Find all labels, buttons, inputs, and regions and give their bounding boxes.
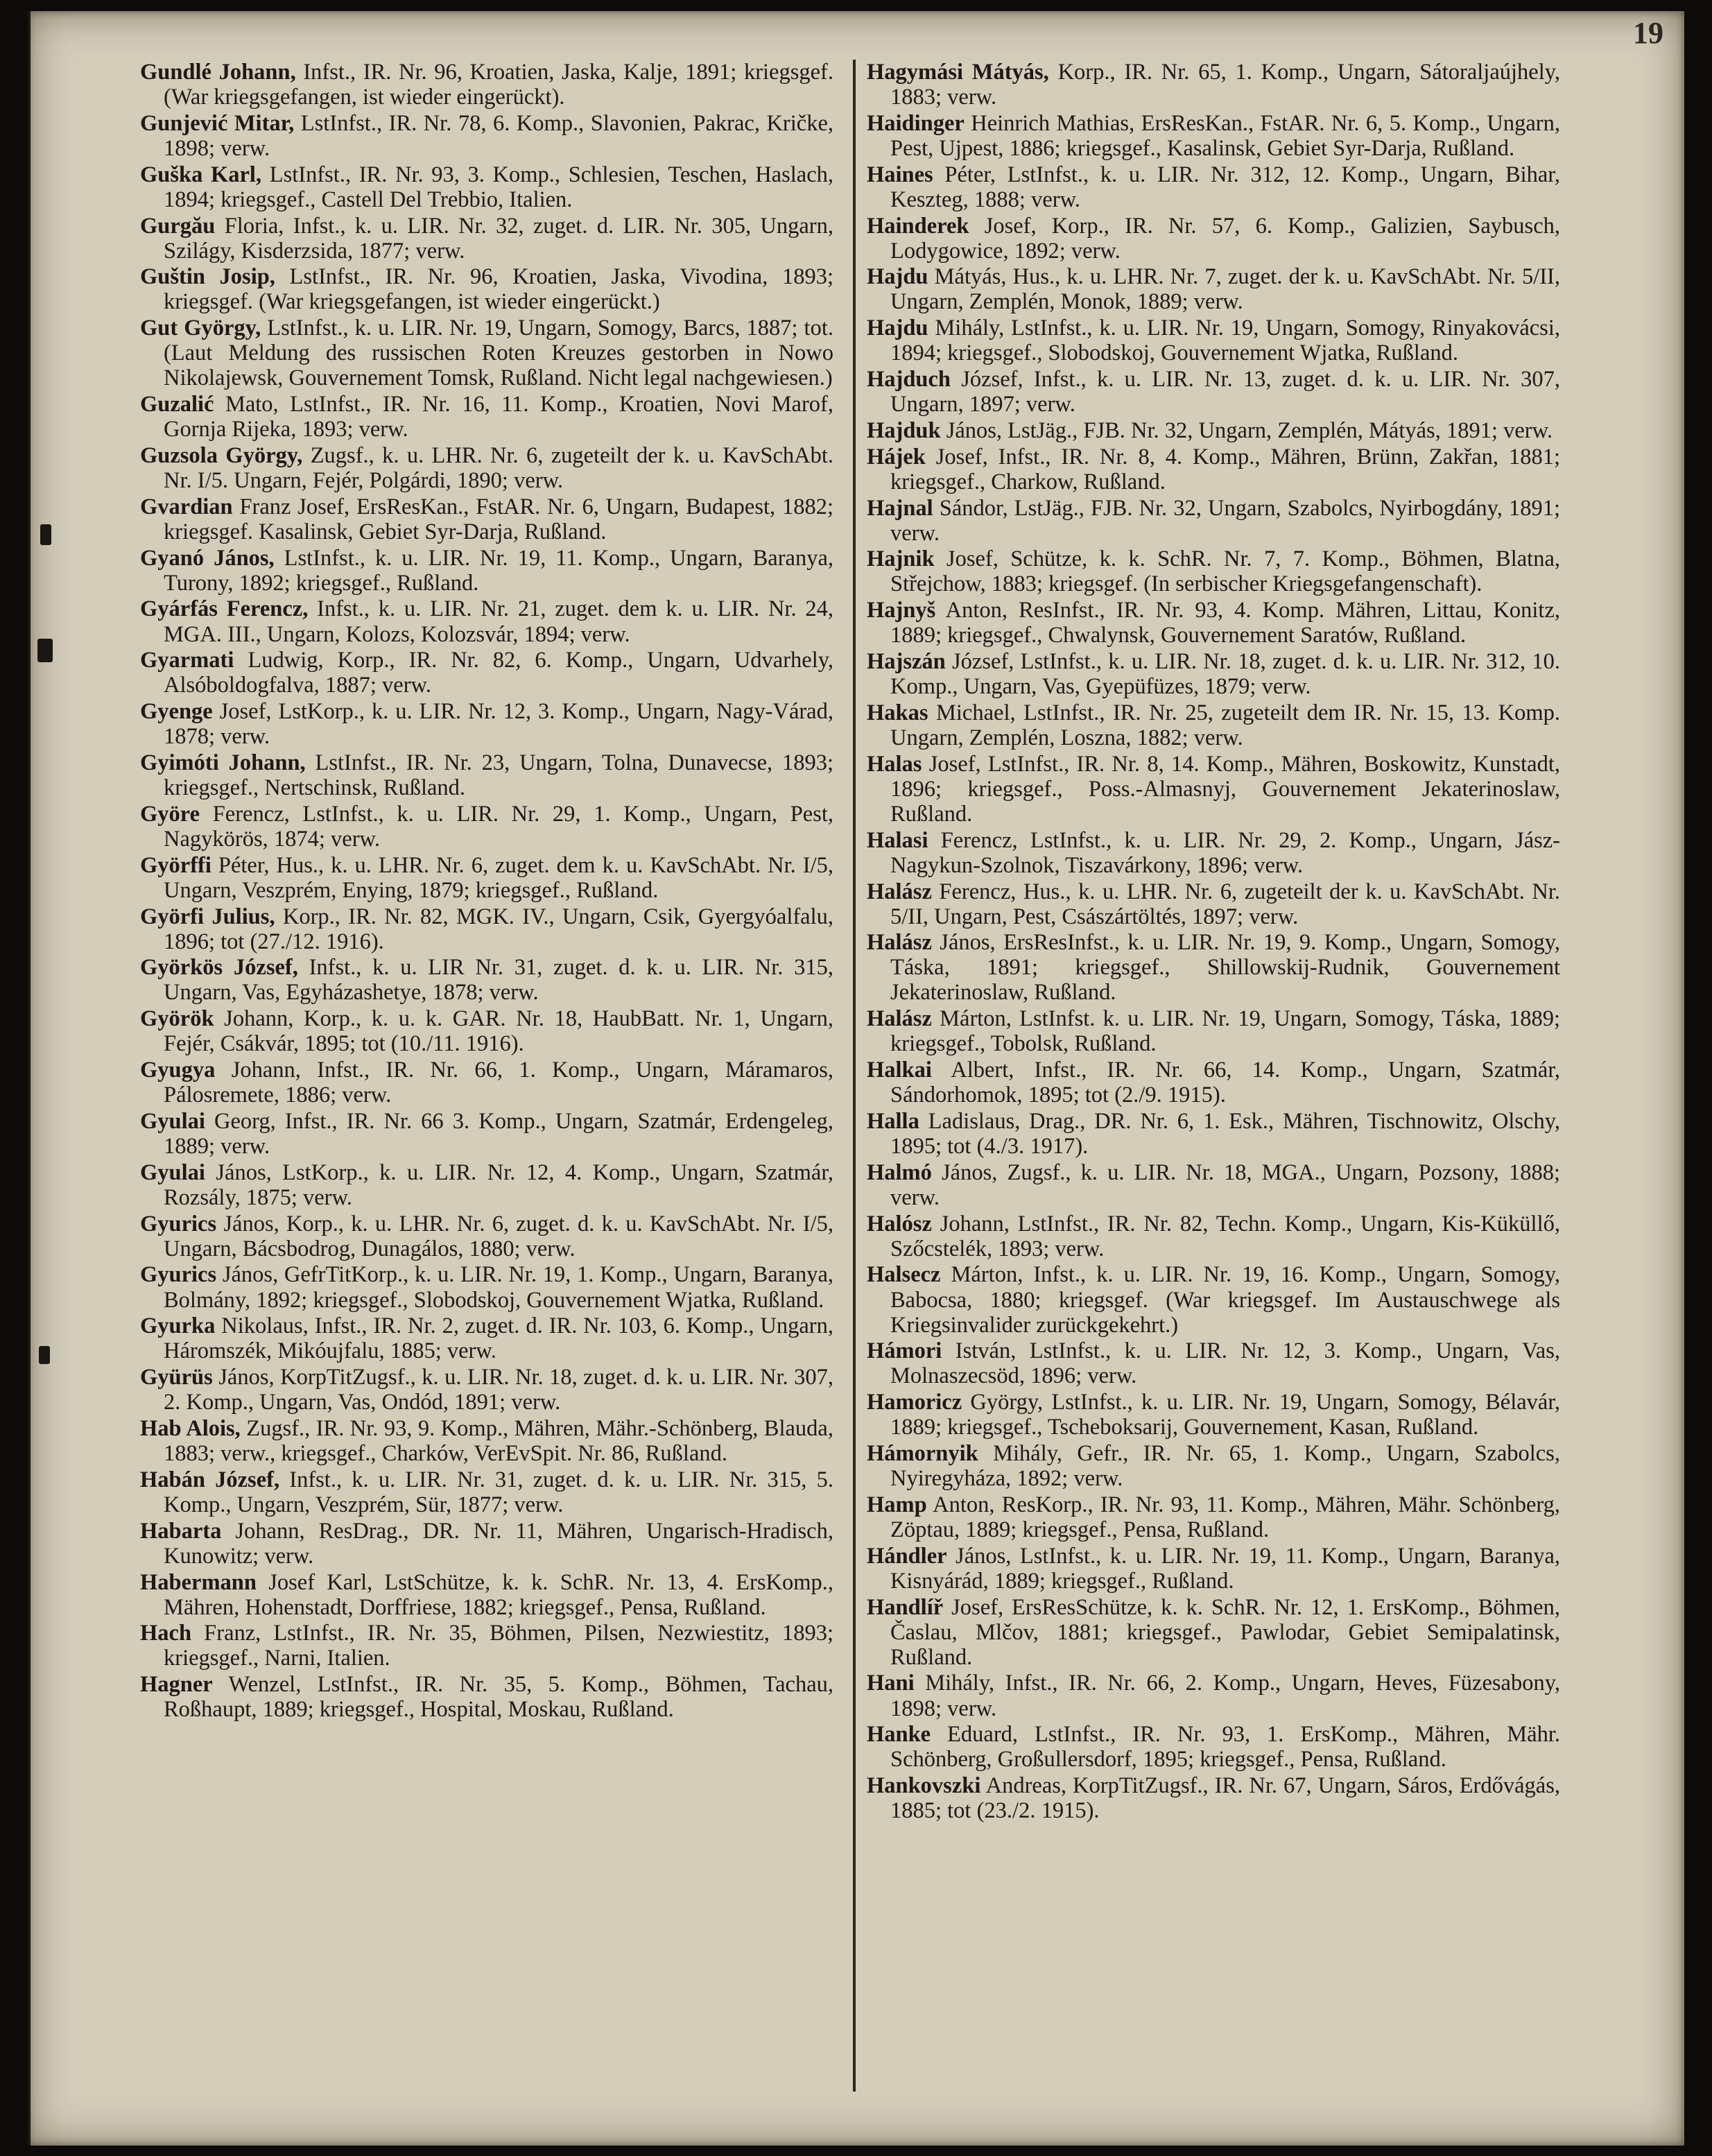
register-entry [867, 1671, 1560, 1721]
entry-text: Franz Josef, ErsResKan., FstAR. Nr. 6, Ungarn, Budapest, 1882; kriegsgef. Kasalinsk, Gebiet Syr-Darja, Rußland. [164, 494, 833, 544]
entry-name: Hainderek [867, 213, 969, 239]
entry-text: Johann, ResDrag., DR. Nr. 11, Mähren, Ungarisch-Hradisch, Kunowitz; verw. [164, 1518, 833, 1569]
entry-text: Péter, Hus., k. u. LHR. Nr. 6, zuget. dem k. u. KavSchAbt. Nr. I/5, Ungarn, Veszprém, Enying, 1879; kriegsgef., Rußland. [164, 852, 833, 903]
right-column [867, 60, 1560, 1825]
register-entry [867, 828, 1560, 878]
entry-text: Georg, Infst., IR. Nr. 66 3. Komp., Ungarn, Szatmár, Erdengeleg, 1889; verw. [164, 1108, 833, 1159]
register-entry [140, 1313, 833, 1363]
entry-name: Hajnal [867, 495, 933, 521]
entry-name: Gvardian [140, 494, 233, 519]
entry-name: Halász [867, 930, 932, 956]
entry-text: Korp., IR. Nr. 82, MGK. IV., Ungarn, Csik, Gyergyóalfalu, 1896; tot (27./12. 1916). [164, 904, 834, 954]
register-entry [867, 598, 1560, 648]
entry-name: Györök [140, 1006, 214, 1032]
register-entry [867, 1773, 1560, 1823]
entry-text: Ladislaus, Drag., DR. Nr. 6, 1. Esk., Mähren, Tischnowitz, Olschy, 1895; tot (4./3. 1917). [890, 1108, 1560, 1159]
register-entry [140, 494, 833, 544]
register-entry [867, 546, 1560, 596]
column-divider [853, 60, 856, 2092]
scanned-page [28, 11, 1684, 2146]
entry-text: János, GefrTitKorp., k. u. LIR. Nr. 19, 1. Komp., Ungarn, Baranya, Bolmány, 1892; kriegsgef., Slobodskoj, Gouvernement Wjatka, Rußland. [164, 1262, 833, 1313]
entry-name: Gyanó János, [140, 545, 275, 571]
entry-name: Hankovszki [867, 1773, 981, 1799]
entry-text: Franz, LstInfst., IR. Nr. 35, Böhmen, Pilsen, Nezwiestitz, 1893; kriegsgef., Narni, Italien. [164, 1621, 833, 1671]
entry-name: Handlíř [867, 1594, 944, 1620]
register-entry [140, 1058, 833, 1107]
margin-mark [39, 1346, 50, 1364]
entry-text: Johann, LstInfst., IR. Nr. 82, Techn. Komp., Ungarn, Kis-Küküllő, Szőcstelék, 1893; verw. [890, 1211, 1560, 1261]
register-entry [867, 418, 1560, 443]
entry-text: Anton, ResKorp., IR. Nr. 93, 11. Komp., Mähren, Mähr. Schönberg, Zöptau, 1889; kriegsgef., Pensa, Rußland. [890, 1492, 1560, 1542]
entry-name: Hab Alois, [140, 1415, 241, 1441]
entry-text: Wenzel, LstInfst., IR. Nr. 35, 5. Komp., Böhmen, Tachau, Roßhaupt, 1889; kriegsgef., Hospital, Moskau, Rußland. [164, 1672, 833, 1723]
entry-text: Michael, LstInfst., IR. Nr. 25, zugeteilt dem IR. Nr. 15, 13. Komp. Ungarn, Zemplén, Loszna, 1882; verw. [890, 700, 1560, 750]
entry-name: Hagner [140, 1672, 213, 1698]
margin-mark [40, 524, 51, 545]
entry-name: Halász [867, 1006, 932, 1032]
entry-text: Ferencz, LstInfst., k. u. LIR. Nr. 29, 1. Komp., Ungarn, Pest, Nagykörös, 1874; verw. [164, 801, 833, 852]
entry-name: Hakas [867, 700, 928, 725]
entry-name: Guštin Josip, [140, 264, 275, 290]
register-entry [867, 1722, 1560, 1772]
entry-text: Infst., IR. Nr. 96, Kroatien, Jaska, Kalje, 1891; kriegsgef. (War kriegsgefangen, ist wieder eingerückt). [164, 60, 833, 110]
register-entry [140, 955, 833, 1005]
register-entry [140, 1262, 833, 1312]
entry-name: Halsecz [867, 1262, 941, 1288]
entry-text: Johann, Korp., k. u. k. GAR. Nr. 18, HaubBatt. Nr. 1, Ungarn, Fejér, Csákvár, 1895; tot (10./11. 1916). [164, 1006, 833, 1057]
register-entry [140, 1160, 833, 1210]
entry-text: Mihály, Infst., IR. Nr. 66, 2. Komp., Ungarn, Heves, Füzesabony, 1898; verw. [890, 1671, 1560, 1721]
entry-text: Mato, LstInfst., IR. Nr. 16, 11. Komp., Kroatien, Novi Marof, Gornja Rijeka, 1893; verw. [164, 392, 833, 442]
register-entry [867, 111, 1560, 161]
entry-name: Guzsola György, [140, 442, 303, 468]
entry-text: Mátyás, Hus., k. u. LHR. Nr. 7, zuget. der k. u. KavSchAbt. Nr. 5/II, Ungarn, Zemplén, Monok, 1889; verw. [890, 264, 1560, 315]
entry-text: Sándor, LstJäg., FJB. Nr. 32, Ungarn, Szabolcs, Nyirbogdány, 1891; verw. [890, 495, 1560, 546]
entry-name: Györkös József, [140, 955, 298, 981]
entry-name: Gyulai [140, 1159, 205, 1185]
entry-name: Halkai [867, 1058, 932, 1083]
register-entry [140, 699, 833, 749]
page-number: 19 [1633, 16, 1663, 50]
register-entry [140, 111, 833, 161]
register-entry [140, 1672, 833, 1722]
register-entry [140, 596, 833, 646]
entry-name: Gyárfás Ferencz, [140, 596, 309, 622]
entry-text: LstInfst., IR. Nr. 78, 6. Komp., Slavonien, Pakrac, Kričke, 1898; verw. [164, 110, 833, 161]
entry-name: Halósz [867, 1211, 932, 1236]
entry-name: Hagymási Mátyás, [867, 60, 1049, 85]
register-entry [867, 60, 1560, 110]
register-entry [140, 1211, 833, 1261]
entry-text: LstInfst., k. u. LIR. Nr. 19, 11. Komp., Ungarn, Baranya, Turony, 1892; kriegsgef., Rußland. [164, 545, 834, 596]
entry-text: Johann, Infst., IR. Nr. 66, 1. Komp., Ungarn, Máramaros, Pálosremete, 1886; verw. [164, 1058, 833, 1108]
entry-name: Hamp [867, 1492, 927, 1517]
entry-name: Györffi [140, 852, 211, 878]
entry-name: Hámornyik [867, 1441, 978, 1467]
register-entry [140, 648, 833, 698]
register-entry [867, 1109, 1560, 1159]
register-entry [867, 367, 1560, 417]
entry-text: Ferencz, LstInfst., k. u. LIR. Nr. 29, 2. Komp., Ungarn, Jász-Nagykun-Szolnok, Tiszavárkony, 1896; verw. [890, 827, 1560, 878]
entry-name: Gurgău [140, 213, 216, 239]
entry-text: Josef, Infst., IR. Nr. 8, 4. Komp., Mähren, Brünn, Zakřan, 1881; kriegsgef., Charkow, Rußland. [890, 444, 1560, 494]
entry-text: János, LstKorp., k. u. LIR. Nr. 12, 4. Komp., Ungarn, Szatmár, Rozsály, 1875; verw. [164, 1159, 833, 1210]
register-entry [867, 316, 1560, 365]
register-entry [867, 1058, 1560, 1107]
entry-text: Floria, Infst., k. u. LIR. Nr. 32, zuget. d. LIR. Nr. 305, Ungarn, Szilágy, Kisderzsida, 1877; verw. [164, 213, 833, 264]
entry-text: József, LstInfst., k. u. LIR. Nr. 18, zuget. d. k. u. LIR. Nr. 312, 10. Komp., Ungarn, Vas, Gyepüfüzes, 1879; verw. [890, 649, 1560, 700]
register-entry [140, 1519, 833, 1569]
entry-name: Hajduk [867, 417, 941, 443]
entry-name: Haidinger [867, 110, 965, 136]
entry-name: Halasi [867, 827, 928, 853]
entry-text: Eduard, LstInfst., IR. Nr. 93, 1. ErsKomp., Mähren, Mähr. Schönberg, Großullersdorf, 1895; kriegsgef., Pensa, Rußland. [890, 1722, 1560, 1773]
register-entry [867, 1544, 1560, 1594]
entry-text: LstInfst., IR. Nr. 96, Kroatien, Jaska, Vivodina, 1893; kriegsgef. (War kriegsgefangen, ist wieder eingerückt.) [164, 264, 833, 315]
entry-name: Halas [867, 751, 922, 777]
register-entry [867, 1595, 1560, 1670]
register-entry [867, 1211, 1560, 1261]
entry-text: Josef, LstKorp., k. u. LIR. Nr. 12, 3. Komp., Ungarn, Nagy-Várad, 1878; verw. [164, 699, 833, 750]
entry-text: Andreas, KorpTitZugsf., IR. Nr. 67, Ungarn, Sáros, Erdővágás, 1885; tot (23./2. 1915). [890, 1773, 1560, 1824]
entry-text: Péter, LstInfst., k. u. LIR. Nr. 312, 12. Komp., Ungarn, Bihar, Keszteg, 1888; verw. [890, 162, 1560, 212]
entry-name: Hamoricz [867, 1390, 962, 1415]
entry-name: Hajdu [867, 264, 928, 290]
entry-name: Gundlé Johann, [140, 60, 296, 85]
register-entry [867, 264, 1560, 314]
entry-text: János, KorpTitZugsf., k. u. LIR. Nr. 18, zuget. d. k. u. LIR. Nr. 307, 2. Komp., Ungarn, Vas, Ondód, 1891; verw. [164, 1365, 833, 1415]
entry-text: Josef, LstInfst., IR. Nr. 8, 14. Komp., Mähren, Boskowitz, Kunstadt, 1896; kriegsgef., Poss.-Almasnyj, Gouvernement Jekaterinoslaw, Rußland. [890, 751, 1560, 827]
register-entry [140, 1467, 833, 1517]
register-entry [140, 264, 833, 314]
register-entry [867, 1441, 1560, 1491]
register-entry [867, 1492, 1560, 1542]
entry-text: János, LstJäg., FJB. Nr. 32, Ungarn, Zemplén, Mátyás, 1891; verw. [940, 417, 1553, 443]
entry-name: Habarta [140, 1518, 222, 1544]
entry-name: Gunjević Mitar, [140, 110, 295, 136]
entry-name: Halász [867, 879, 932, 904]
register-entry [867, 700, 1560, 750]
entry-text: János, Korp., k. u. LHR. Nr. 6, zuget. d. k. u. KavSchAbt. Nr. I/5, Ungarn, Bácsbodrog, Dunagálos, 1880; verw. [164, 1211, 833, 1261]
entry-name: Gyimóti Johann, [140, 750, 306, 776]
entry-text: Zugsf., IR. Nr. 93, 9. Komp., Mähren, Mähr.-Schönberg, Blauda, 1883; verw., kriegsgef., Charków, VerEvSpit. Nr. 86, Rußland. [164, 1415, 833, 1467]
entry-text: Anton, ResInfst., IR. Nr. 93, 4. Komp. Mähren, Littau, Konitz, 1889; kriegsgef., Chwalynsk, Gouvernement Saratów, Rußland. [890, 598, 1560, 648]
entry-text: Josef, ErsResSchütze, k. k. SchR. Nr. 12, 1. ErsKomp., Böhmen, Časlau, Mlčov, 1881; kriegsgef., Pawlodar, Gebiet Semipalatinsk, Rußland. [890, 1594, 1560, 1670]
entry-name: Gyenge [140, 699, 213, 725]
entry-text: Korp., IR. Nr. 65, 1. Komp., Ungarn, Sátoraljaújhely, 1883; verw. [890, 60, 1560, 110]
register-entry [867, 649, 1560, 699]
entry-name: Guzalić [140, 392, 214, 417]
entry-name: Halmó [867, 1159, 932, 1185]
register-entry [140, 1109, 833, 1159]
entry-name: Hach [140, 1621, 192, 1646]
register-entry [867, 752, 1560, 827]
entry-name: Gyürüs [140, 1365, 213, 1390]
register-entry [867, 1262, 1560, 1337]
entry-name: Hajdu [867, 316, 928, 341]
entry-text: István, LstInfst., k. u. LIR. Nr. 12, 3. Komp., Ungarn, Vas, Molnaszecsöd, 1896; verw. [890, 1338, 1560, 1389]
register-entry [867, 1160, 1560, 1210]
entry-text: Márton, Infst., k. u. LIR. Nr. 19, 16. Komp., Ungarn, Somogy, Babocsa, 1880; kriegsgef. (War kriegsgef. Im Austauschwege als Kriegsinvalider zurückgekehrt.) [890, 1262, 1560, 1338]
register-entry [867, 930, 1560, 1005]
register-entry [140, 443, 833, 493]
entry-name: Halla [867, 1108, 919, 1134]
entry-name: Gyurka [140, 1313, 216, 1339]
entry-name: Gyugya [140, 1058, 216, 1083]
register-entry [140, 904, 833, 954]
entry-name: Gyurics [140, 1262, 217, 1288]
entry-name: Hajnik [867, 546, 935, 572]
entry-text: József, Infst., k. u. LIR. Nr. 13, zuget. d. k. u. LIR. Nr. 307, Ungarn, 1897; verw. [890, 367, 1560, 417]
entry-text: LstInfst., k. u. LIR. Nr. 19, Ungarn, Somogy, Barcs, 1887; tot. (Laut Meldung des russischen Roten Kreuzes gestorben in Nowo Nikolajewsk, Gouvernement Tomsk, Rußland. Nicht legal nachgewiesen.) [164, 316, 833, 391]
entry-name: Gut György, [140, 316, 261, 341]
register-entry [867, 496, 1560, 546]
entry-text: Albert, Infst., IR. Nr. 66, 14. Komp., Ungarn, Szatmár, Sándorhomok, 1895; tot (2./9. 1915). [890, 1058, 1560, 1108]
entry-name: Habán József, [140, 1467, 280, 1492]
register-entry [867, 162, 1560, 212]
register-entry [140, 1365, 833, 1415]
entry-name: Hani [867, 1671, 915, 1696]
entry-name: Hájek [867, 444, 926, 469]
entry-name: Gyurics [140, 1211, 217, 1236]
register-entry [140, 60, 833, 110]
entry-text: Infst., k. u. LIR. Nr. 21, zuget. dem k. u. LIR. Nr. 24, MGA. III., Ungarn, Kolozs, Kolozsvár, 1894; verw. [164, 596, 833, 647]
entry-text: János, Zugsf., k. u. LIR. Nr. 18, MGA., Ungarn, Pozsony, 1888; verw. [890, 1159, 1560, 1210]
entry-text: Ludwig, Korp., IR. Nr. 82, 6. Komp., Ungarn, Udvarhely, Alsóboldogfalva, 1887; verw. [164, 648, 833, 698]
register-entry [140, 1006, 833, 1056]
register-entry [867, 214, 1560, 264]
register-entry [140, 802, 833, 852]
register-entry [140, 546, 833, 596]
entry-text: János, ErsResInfst., k. u. LIR. Nr. 19, 9. Komp., Ungarn, Somogy, Táska, 1891; kriegsgef., Shillowskij-Rudnik, Gouvernement Jekaterinoslaw, Rußland. [890, 930, 1560, 1006]
entry-name: Hámori [867, 1338, 942, 1364]
entry-name: Hándler [867, 1543, 947, 1569]
entry-name: Györfi Julius, [140, 904, 275, 929]
margin-mark [37, 639, 53, 662]
register-entry [140, 1621, 833, 1671]
register-entry [140, 392, 833, 442]
register-entry [140, 316, 833, 390]
entry-name: Hanke [867, 1722, 931, 1748]
register-entry [867, 1338, 1560, 1388]
entry-name: Hajnyš [867, 598, 936, 623]
entry-text: Zugsf., k. u. LHR. Nr. 6, zugeteilt der k. u. KavSchAbt. Nr. I/5. Ungarn, Fejér, Polgárdi, 1890; verw. [164, 442, 833, 493]
entry-name: Hajduch [867, 367, 951, 393]
entry-text: Heinrich Mathias, ErsResKan., FstAR. Nr. 6, 5. Komp., Ungarn, Pest, Ujpest, 1886; kriegsgef., Kasalinsk, Gebiet Syr-Darja, Rußland. [890, 110, 1560, 161]
entry-name: Habermann [140, 1569, 257, 1595]
entry-text: Nikolaus, Infst., IR. Nr. 2, zuget. d. IR. Nr. 103, 6. Komp., Ungarn, Háromszék, Mikóujfalu, 1885; verw. [164, 1313, 833, 1364]
entry-text: Josef, Schütze, k. k. SchR. Nr. 7, 7. Komp., Böhmen, Blatna, Střejchow, 1883; kriegsgef. (In serbischer Kriegsgefangenschaft). [890, 546, 1560, 597]
register-entry [867, 1390, 1560, 1440]
entry-text: Infst., k. u. LIR Nr. 31, zuget. d. k. u. LIR. Nr. 315, Ungarn, Vas, Egyházashetye, 1878; verw. [164, 955, 833, 1006]
entry-text: Josef Karl, LstSchütze, k. k. SchR. Nr. 13, 4. ErsKomp., Mähren, Hohenstadt, Dorffriese, 1882; kriegsgef., Pensa, Rußland. [164, 1569, 833, 1620]
register-entry [140, 214, 833, 264]
register-entry [140, 853, 833, 903]
entry-text: János, LstInfst., k. u. LIR. Nr. 19, 11. Komp., Ungarn, Baranya, Kisnyárád, 1889; kriegsgef., Rußland. [890, 1543, 1560, 1594]
entry-name: Haines [867, 162, 933, 187]
left-column [140, 60, 833, 1723]
register-entry [140, 1416, 833, 1466]
entry-text: Infst., k. u. LIR. Nr. 31, zuget. d. k. u. LIR. Nr. 315, 5. Komp., Ungarn, Veszprém, Sür, 1877; verw. [164, 1467, 833, 1517]
entry-name: Gyulai [140, 1108, 205, 1134]
register-entry [140, 162, 833, 212]
entry-text: Josef, Korp., IR. Nr. 57, 6. Komp., Galizien, Saybusch, Lodygowice, 1892; verw. [890, 213, 1560, 264]
left-margin-rule [28, 11, 31, 2146]
entry-text: György, LstInfst., k. u. LIR. Nr. 19, Ungarn, Somogy, Bélavár, 1889; kriegsgef., Tscheboksarij, Gouvernement, Kasan, Rußland. [890, 1390, 1560, 1440]
register-entry [867, 445, 1560, 494]
entry-text: Ferencz, Hus., k. u. LHR. Nr. 6, zugeteilt der k. u. KavSchAbt. Nr. 5/II, Ungarn, Pest, Császártöltés, 1897; verw. [890, 879, 1560, 929]
register-entry [140, 1570, 833, 1620]
register-entry [867, 879, 1560, 929]
entry-text: Márton, LstInfst. k. u. LIR. Nr. 19, Ungarn, Somogy, Táska, 1889; kriegsgef., Tobolsk, Rußland. [890, 1006, 1560, 1057]
entry-text: LstInfst., IR. Nr. 23, Ungarn, Tolna, Dunavecse, 1893; kriegsgef., Nertschinsk, Rußland. [164, 750, 833, 801]
register-entry [140, 750, 833, 800]
entry-text: Mihály, Gefr., IR. Nr. 65, 1. Komp., Ungarn, Szabolcs, Nyiregyháza, 1892; verw. [890, 1441, 1560, 1492]
register-entry [867, 1006, 1560, 1056]
entry-name: Györe [140, 801, 200, 827]
entry-name: Hajszán [867, 649, 946, 675]
entry-text: Mihály, LstInfst., k. u. LIR. Nr. 19, Ungarn, Somogy, Rinyakovácsi, 1894; kriegsgef., Slobodskoj, Gouvernement Wjatka, Rußland. [890, 316, 1560, 366]
entry-name: Gyarmati [140, 648, 234, 673]
entry-name: Guška Karl, [140, 162, 262, 187]
entry-text: LstInfst., IR. Nr. 93, 3. Komp., Schlesien, Teschen, Haslach, 1894; kriegsgef., Castell Del Trebbio, Italien. [164, 162, 833, 212]
